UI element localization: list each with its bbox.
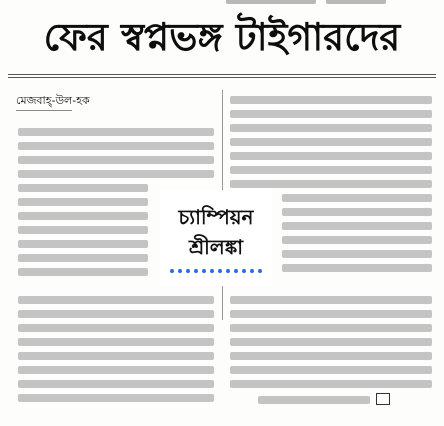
body-text-line <box>230 296 432 304</box>
byline: মেজবাহ্-উল-হক <box>16 94 90 107</box>
clipped-top-text-line <box>226 0 316 4</box>
byline-underline <box>16 110 72 111</box>
body-text-line <box>18 156 214 164</box>
pull-quote <box>160 190 272 286</box>
body-text-line <box>18 268 148 276</box>
body-text-line <box>282 250 432 258</box>
headline: ফের স্বপ্নভঙ্গ টাইগারদের <box>43 15 401 59</box>
body-text-line <box>18 170 214 178</box>
dot-ornament <box>210 269 214 273</box>
dot-ornament <box>194 269 198 273</box>
body-text-line <box>230 324 432 332</box>
body-text-line <box>18 212 148 220</box>
continuation-note-placeholder <box>258 396 370 404</box>
body-text-line <box>18 184 148 192</box>
headline-rule-top <box>8 74 436 75</box>
body-text-line <box>230 180 432 188</box>
body-text-line <box>18 254 148 262</box>
body-text-line <box>18 394 214 402</box>
body-text-line <box>230 138 432 146</box>
dot-ornament <box>178 269 182 273</box>
dot-ornament <box>242 269 246 273</box>
body-text-line <box>18 366 214 374</box>
body-text-line <box>18 296 214 304</box>
clipped-top-text-line <box>326 0 386 4</box>
pull-quote-line-2: শ্রীলঙ্কা <box>188 235 244 259</box>
body-text-line <box>282 208 432 216</box>
body-text-line <box>18 128 214 136</box>
dot-ornament <box>258 269 262 273</box>
body-text-line <box>18 142 214 150</box>
dot-ornament <box>234 269 238 273</box>
dot-ornament <box>250 269 254 273</box>
body-text-line <box>282 222 432 230</box>
body-text-line <box>18 310 214 318</box>
body-text-line <box>18 226 148 234</box>
dot-ornament <box>202 269 206 273</box>
body-text-line <box>230 380 432 388</box>
body-text-line <box>230 166 432 174</box>
body-text-line <box>282 194 432 202</box>
body-text-line <box>230 110 432 118</box>
dot-ornament <box>186 269 190 273</box>
body-text-line <box>230 366 432 374</box>
body-text-line <box>18 324 214 332</box>
dot-ornament <box>218 269 222 273</box>
headline-rule-bottom <box>8 77 436 78</box>
body-text-line <box>230 338 432 346</box>
body-text-line <box>282 264 432 272</box>
body-text-line <box>230 96 432 104</box>
body-text-line <box>230 352 432 360</box>
body-text-line <box>18 380 214 388</box>
dot-ornament <box>226 269 230 273</box>
body-text-line <box>230 152 432 160</box>
pull-quote-dot-rule <box>170 269 262 273</box>
dot-ornament <box>170 269 174 273</box>
body-text-line <box>18 352 214 360</box>
body-text-line <box>230 310 432 318</box>
body-text-line <box>18 338 214 346</box>
continuation-box <box>376 393 390 405</box>
body-text-line <box>282 236 432 244</box>
body-text-line <box>230 124 432 132</box>
pull-quote-line-1: চ্যাম্পিয়ন <box>178 205 254 229</box>
body-text-line <box>18 198 148 206</box>
body-text-line <box>18 240 148 248</box>
